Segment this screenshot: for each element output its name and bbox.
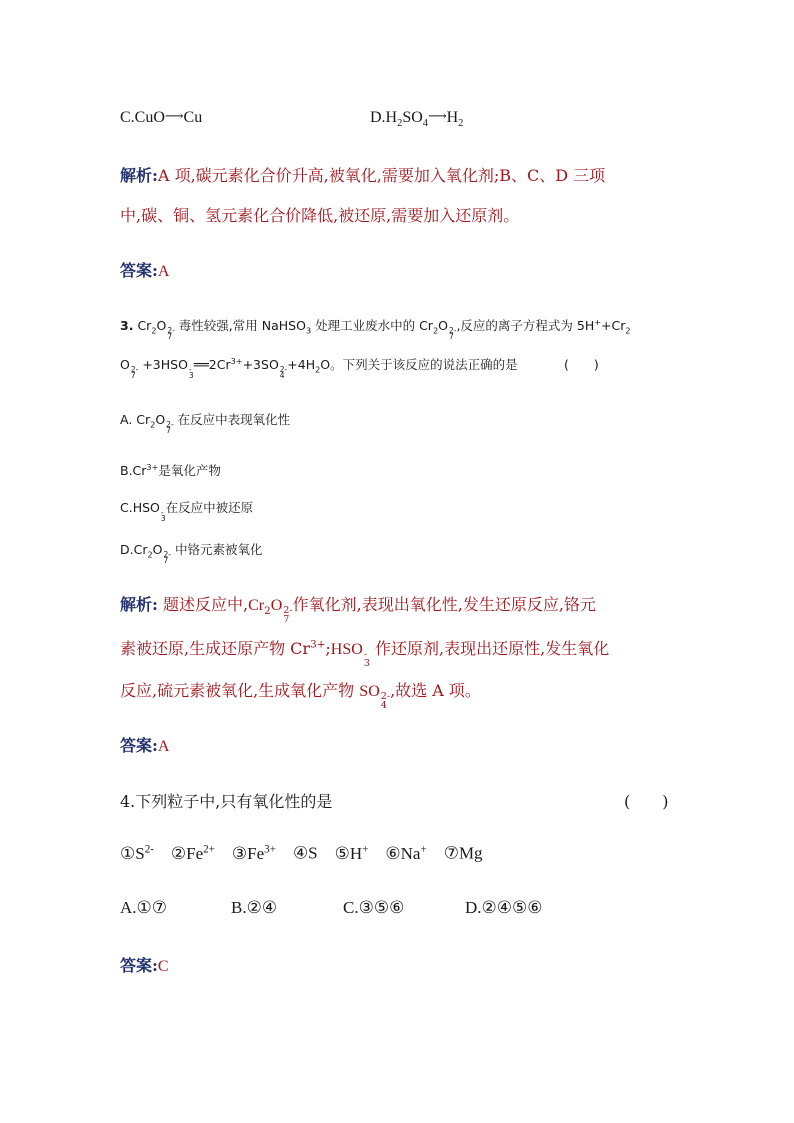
element: O — [156, 318, 167, 333]
particle-3 — [232, 844, 276, 863]
analysis-text: 题述反应中, — [163, 595, 249, 614]
option-text: B.Cr — [120, 463, 147, 478]
subscript: 2 — [315, 364, 321, 375]
particle-label: ⑦Mg — [443, 843, 483, 863]
stem-text: 2Cr — [208, 357, 231, 372]
analysis-text: 作氧化剂,表现出氧化性,发生还原反应,铬元 — [292, 595, 596, 614]
subscript: 3 — [363, 657, 370, 669]
ion-script — [163, 549, 171, 565]
q2-option-d-product: H — [446, 109, 459, 126]
answer-label: 答案: — [120, 736, 158, 755]
stem-text: +Cr — [601, 318, 626, 333]
subscript: 7 — [163, 556, 169, 565]
q4-particles — [120, 843, 483, 864]
option-text: D.Cr — [120, 542, 148, 557]
analysis-text: 作还原剂,表现出还原性,发生氧化 — [375, 639, 610, 658]
stem-text: O。下列关于该反应的说法正确的是 — [320, 357, 518, 372]
subscript: 2 — [458, 118, 464, 130]
charge: 2- — [448, 325, 457, 335]
particle-1 — [120, 844, 154, 863]
ion-script — [364, 651, 370, 667]
charge: - — [160, 507, 164, 517]
option-text: 是氧化产物 — [158, 463, 221, 478]
q2-analysis-line1 — [120, 163, 605, 186]
element: O — [120, 357, 130, 372]
arrow: ⟶ — [164, 108, 184, 123]
q3-analysis-line3 — [120, 678, 481, 710]
option-text: C.HS — [120, 500, 151, 515]
charge: 2- — [279, 364, 288, 374]
option-text: 中铬元素被氧化 — [174, 542, 263, 557]
analysis-text: ,故选 A 项。 — [390, 681, 481, 700]
charge: + — [420, 843, 427, 855]
subscript: 2 — [432, 325, 439, 336]
answer-value: C — [157, 958, 169, 975]
charge: - — [188, 364, 192, 374]
q2-option-c-product: Cu — [183, 109, 203, 126]
element: O — [438, 318, 448, 333]
charge: 3+ — [310, 638, 326, 651]
charge: 3+ — [264, 843, 276, 855]
subscript: 7 — [130, 371, 136, 380]
charge: 2- — [166, 419, 174, 429]
element: O — [351, 641, 363, 658]
q3-stem-line1 — [120, 316, 631, 340]
q2-option-d-text: D.H — [370, 109, 398, 126]
q3-analysis-line1 — [120, 592, 596, 624]
element: O — [270, 597, 283, 614]
q4-option-c: C.③⑤⑥ — [343, 898, 405, 917]
charge: 2- — [283, 605, 293, 617]
arrow: ⟶ — [427, 108, 447, 123]
particle-label: ①S — [120, 843, 145, 863]
stem-text: 处理工业废水中的 Cr — [315, 318, 433, 333]
stem-text: +3S — [242, 357, 269, 372]
element: O — [368, 683, 380, 700]
analysis-text: 素被还原,生成还原产物 Cr — [120, 639, 311, 658]
q4-answer — [120, 953, 169, 976]
analysis-text: A 项,碳元素化合价升高,被氧化,需要加入氧化剂;B、C、D 三项 — [157, 166, 606, 185]
particle-label: ④S — [292, 843, 318, 863]
q3-option-c — [120, 498, 253, 522]
particle-7 — [444, 844, 483, 863]
subscript: 4 — [380, 699, 387, 711]
element: Cr — [248, 597, 265, 614]
analysis-label: 解析: — [120, 166, 158, 185]
q2-option-c-text: C.CuO — [120, 109, 165, 126]
answer-value: A — [157, 263, 170, 280]
element: O — [155, 412, 166, 427]
element: H — [330, 641, 343, 658]
q4-option-a: A.①⑦ — [120, 898, 168, 917]
q3-analysis-line2 — [120, 636, 609, 668]
particle-2 — [171, 844, 215, 863]
element: O — [178, 357, 188, 372]
element: S — [342, 641, 352, 658]
q2-answer — [120, 258, 169, 281]
charge: - — [363, 649, 368, 661]
answer-label: 答案: — [120, 956, 158, 975]
element: O — [152, 542, 163, 557]
q2-option-c — [120, 108, 202, 127]
subscript: 7 — [167, 332, 173, 341]
particle-6 — [385, 844, 426, 863]
charge: 2- — [380, 691, 391, 703]
q4-option-b: B.②④ — [231, 898, 278, 917]
subscript: 2 — [147, 549, 153, 560]
subscript: 2 — [150, 419, 156, 430]
equals-sign: ══ — [193, 357, 209, 372]
subscript: 7 — [283, 613, 290, 625]
charge: + — [362, 843, 369, 855]
element: O — [150, 500, 160, 515]
particle-4 — [293, 844, 318, 863]
charge: 2+ — [203, 843, 215, 855]
charge: 2- — [167, 325, 175, 335]
charge: 3+ — [230, 355, 243, 366]
stem-text: 4.下列粒子中,只有氧化性的是 — [120, 792, 333, 811]
analysis-label: 解析: — [120, 595, 158, 614]
subscript: 3 — [188, 371, 194, 380]
charge: 2- — [144, 843, 154, 855]
ion-script — [167, 325, 175, 341]
subscript: 4 — [422, 118, 428, 130]
q4-option-d: D.②④⑤⑥ — [465, 898, 543, 917]
q3-answer — [120, 733, 169, 756]
stem-text: +3HS — [142, 357, 179, 372]
analysis-text: 中,碳、铜、氢元素化合价降低,被还原,需要加入还原剂。 — [120, 206, 520, 225]
stem-text: 毒性较强,常用 NaHSO — [178, 318, 306, 333]
q3-option-a — [120, 410, 290, 434]
q4-answer-paren: ( ) — [624, 792, 669, 811]
ion-script — [166, 419, 174, 435]
q2-option-d — [370, 108, 463, 129]
ion-script — [381, 693, 390, 709]
ion-script — [130, 364, 139, 380]
subscript: 3 — [305, 325, 312, 336]
element: O — [268, 357, 279, 372]
particle-label: ②Fe — [170, 843, 204, 863]
particle-label: ⑥Na — [385, 843, 421, 863]
subscript: 2 — [264, 605, 271, 618]
subscript: 4 — [279, 371, 285, 380]
particle-5 — [335, 844, 369, 863]
stem-text: ,反应的离子方程式为 5H — [456, 318, 595, 333]
charge: 3+ — [146, 461, 159, 472]
option-text: 在反应中被还原 — [165, 500, 254, 515]
answer-value: A — [157, 738, 170, 755]
q3-option-b — [120, 461, 221, 479]
charge: 2- — [163, 549, 171, 559]
particle-label: ③Fe — [231, 843, 265, 863]
ion-script — [283, 607, 292, 623]
particle-label: ⑤H — [334, 843, 363, 863]
element: S — [359, 683, 369, 700]
subscript: 2 — [397, 118, 403, 130]
charge: 2- — [130, 364, 139, 374]
option-text: 在反应中表现氧化性 — [177, 412, 291, 427]
subscript: 7 — [448, 332, 454, 341]
charge: + — [594, 316, 602, 327]
punctuation: ; — [325, 639, 331, 658]
q3-answer-paren: ( ) — [564, 357, 599, 372]
question-number: 3. — [120, 318, 134, 333]
stem-text: +4H — [287, 357, 316, 372]
subscript: 2 — [625, 325, 631, 336]
q2-analysis-line2 — [120, 203, 519, 226]
answer-label: 答案: — [120, 261, 158, 280]
q3-option-d — [120, 540, 262, 564]
subscript: 7 — [166, 426, 171, 435]
q2-option-d-mid: SO — [402, 109, 423, 126]
subscript: 2 — [151, 325, 157, 336]
element: Cr — [137, 318, 152, 333]
analysis-text: 反应,硫元素被氧化,生成氧化产物 — [120, 681, 355, 700]
q4-stem — [120, 789, 332, 812]
option-text: A. Cr — [120, 412, 151, 427]
subscript: 3 — [160, 514, 166, 523]
q3-stem-line2 — [120, 355, 518, 379]
